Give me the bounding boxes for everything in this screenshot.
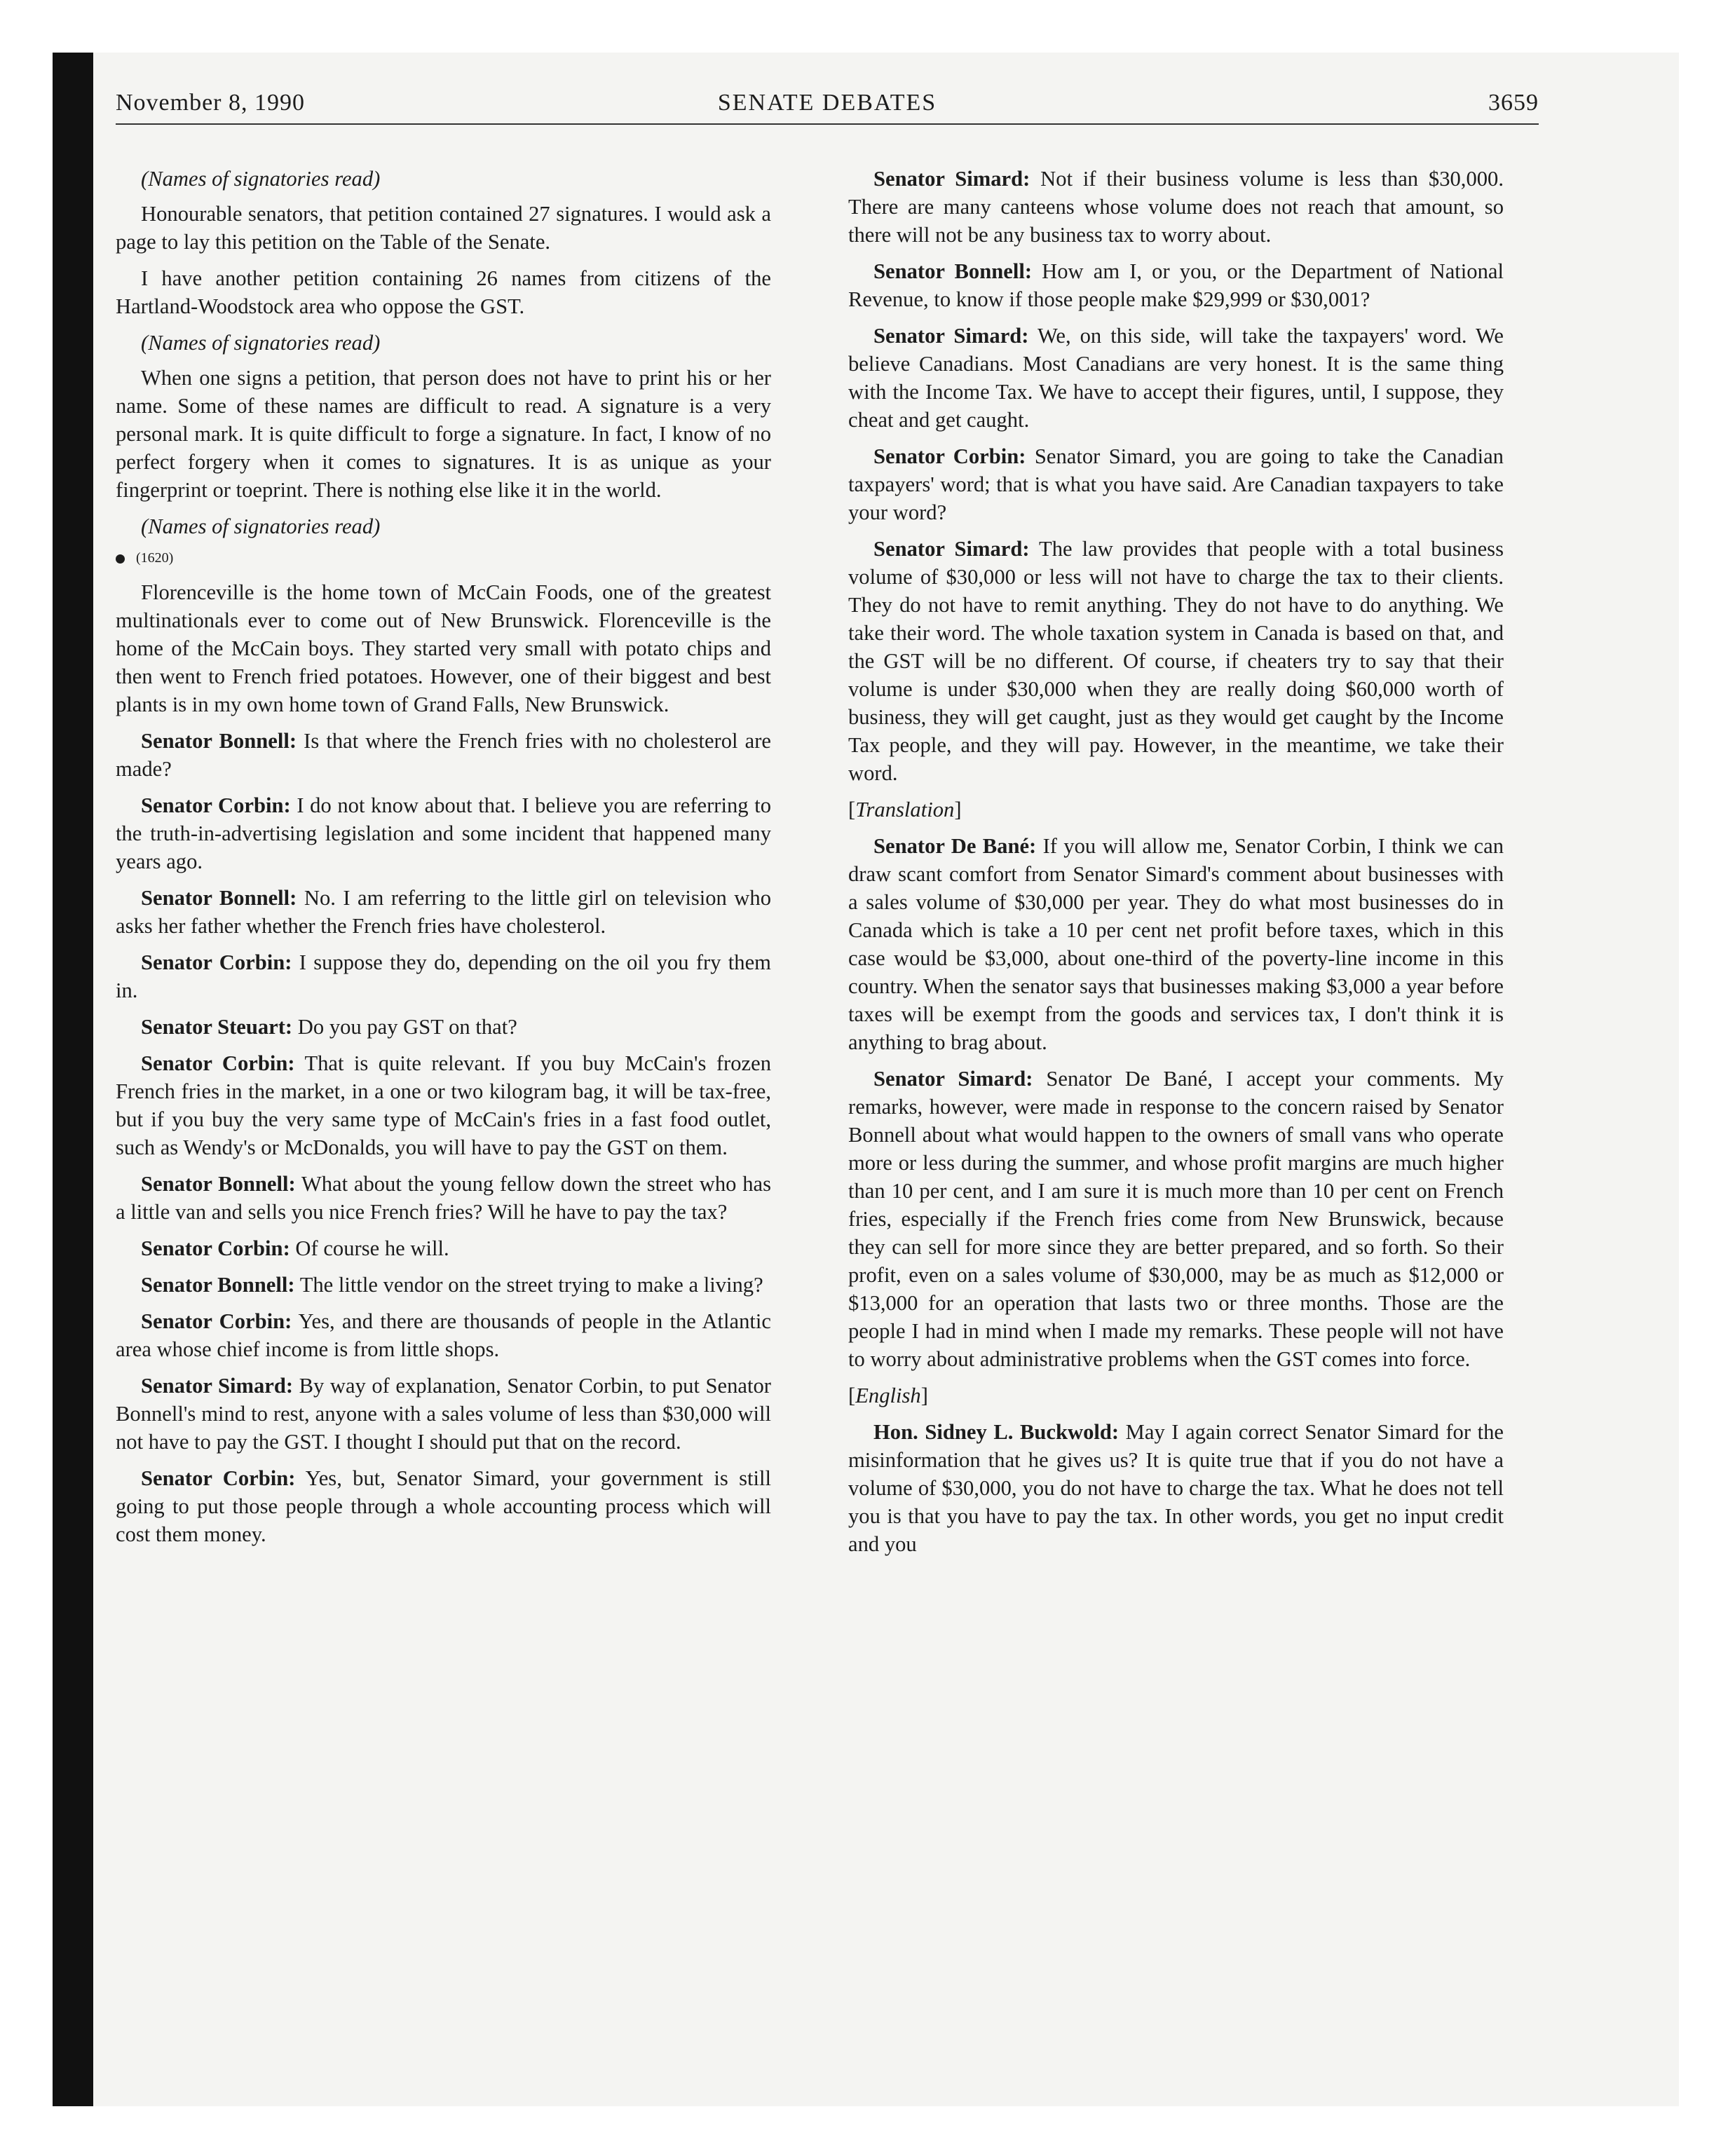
speaker-name: Senator Corbin: <box>141 1236 290 1260</box>
speech-paragraph <box>116 1013 771 1041</box>
paragraph-text: Do you pay GST on that? <box>297 1015 517 1039</box>
bracket-open: [ <box>848 1384 856 1407</box>
stage-direction: (Names of signatories read) <box>141 331 381 355</box>
speaker-name: Senator Corbin: <box>141 950 292 974</box>
bracket-open: [ <box>848 798 856 821</box>
speech-paragraph <box>116 948 771 1004</box>
speaker-name: Senator Corbin: <box>141 1309 292 1333</box>
speech-paragraph <box>116 1464 771 1548</box>
speaker-name: Senator Bonnell: <box>141 1172 296 1196</box>
speaker-name: Senator Simard: <box>873 537 1030 561</box>
paragraph-text: We, on this side, will take the taxpayers' word. We believe Canadians. Most Canadians are very honest. It is the same thing with the Income Tax. We have to accept their figures, until, I suppose, they cheat and get caught. <box>848 324 1504 432</box>
speaker-name: Senator Bonnell: <box>141 886 297 910</box>
paragraph-text: Yes, but, Senator Simard, your government is still going to put those people through a whole accounting process which will cost them money. <box>116 1466 771 1546</box>
paragraph <box>116 200 771 256</box>
header-date: November 8, 1990 <box>116 90 306 116</box>
header-title: SENATE DEBATES <box>717 90 937 116</box>
paragraph-text: Not if their business volume is less than $30,000. There are many canteens whose volume does not reach that amount, so there will not be any business tax to worry about. <box>848 167 1504 247</box>
paragraph-text: Senator De Bané, I accept your comments. My remarks, however, were made in response to the concern raised by Senator Bonnell about what would happen to the owners of small vans who operate more or less during the summer, and whose profit margins are much higher than 10 per cent, and I am sure it is much more than 10 per cent on French fries, especially if the French fries come from New Brunswick, because they can sell for more since they are better prepared, and so forth. So their profit, even on a sales volume of $30,000, may be as much as $12,000 or $13,000 for an operation that lasts two or three months. Those are the people I had in mind when I made my remarks. These people will not have to worry about administrative problems when the GST comes into force. <box>848 1067 1504 1371</box>
speech-paragraph <box>848 165 1504 249</box>
header-page-number: 3659 <box>1488 90 1539 116</box>
paragraph <box>116 264 771 320</box>
speech-paragraph <box>116 727 771 783</box>
paragraph-text: Senator Simard, you are going to take the Canadian taxpayers' word; that is what you have said. Are Canadian taxpayers to take your word? <box>848 444 1504 524</box>
language-note <box>848 1381 1504 1410</box>
paragraph-text: No. I am referring to the little girl on television who asks her father whether the French fries have cholesterol. <box>116 886 771 938</box>
speaker-name: Senator Bonnell: <box>141 1273 295 1297</box>
speaker-name: Senator Corbin: <box>141 1051 295 1075</box>
speaker-name: Senator Corbin: <box>873 444 1026 468</box>
bracket-close: ] <box>920 1384 928 1407</box>
paragraph-text: By way of explanation, Senator Corbin, to put Senator Bonnell's mind to rest, anyone with a sales volume of less than $30,000 will not have to pay the GST. I thought I should put that on the record. <box>116 1374 771 1454</box>
paragraph-text: What about the young fellow down the street who has a little van and sells you nice French fries? Will he have to pay the tax? <box>116 1172 771 1224</box>
paragraph-text: I do not know about that. I believe you are referring to the truth-in-advertising legislation and some incident that happened many years ago. <box>116 793 771 873</box>
speaker-name: Senator Simard: <box>873 324 1029 348</box>
paragraph-text: The law provides that people with a total business volume of $30,000 or less will not have to charge the tax to their clients. They do not have to remit anything. They do not have to do anything. We take their word. The whole taxation system in Canada is based on that, and the GST will be no different. Of course, if cheaters try to say that their volume is under $30,000 when they are really doing $60,000 worth of business, they will get caught, just as they would get caught by the Income Tax people, and they will pay. However, in the meantime, we take their word. <box>848 537 1504 785</box>
speech-paragraph <box>848 1418 1504 1558</box>
speech-paragraph <box>116 1049 771 1161</box>
time-marker <box>116 547 771 568</box>
speech-paragraph <box>116 1271 771 1299</box>
speaker-name: Senator De Bané: <box>873 834 1037 858</box>
binding-edge-shadow <box>53 53 93 2106</box>
speech-paragraph <box>848 257 1504 313</box>
speaker-name: Senator Simard: <box>141 1374 294 1398</box>
speech-paragraph <box>848 535 1504 787</box>
speaker-name: Senator Corbin: <box>141 793 291 817</box>
stage-direction: (Names of signatories read) <box>141 514 381 538</box>
speaker-name: Senator Bonnell: <box>141 729 297 753</box>
paragraph-text: Of course he will. <box>295 1236 449 1260</box>
bullet-icon <box>116 554 125 564</box>
paragraph-text: That is quite relevant. If you buy McCain's frozen French fries in the market, in a one or two kilogram bag, it will be tax-free, but if you buy the very same type of McCain's fries in a fast food outlet, such as Wendy's or McDonalds, you will have to pay the GST on them. <box>116 1051 771 1159</box>
paragraph-text: I suppose they do, depending on the oil you fry them in. <box>116 950 771 1002</box>
speech-paragraph <box>116 1372 771 1456</box>
speaker-name: Senator Bonnell: <box>873 259 1033 283</box>
bracket-close: ] <box>954 798 962 821</box>
speech-paragraph <box>116 1170 771 1226</box>
speech-paragraph <box>116 1307 771 1363</box>
paragraph-text: Florenceville is the home town of McCain Foods, one of the greatest multinationals ever to come out of New Brunswick. Florenceville is the home of the McCain boys. They started very small with potato chips and then went to French fried potatoes. However, one of their biggest and best plants is in my own home town of Grand Falls, New Brunswick. <box>116 580 771 716</box>
paragraph-text: When one signs a petition, that person does not have to print his or her name. Some of these names are difficult to read. A signature is a very personal mark. It is quite difficult to forge a signature. In fact, I know of no perfect forgery when it comes to signatures. It is as unique as your fingerprint or toeprint. There is nothing else like it in the world. <box>116 366 771 502</box>
paragraph-text: The little vendor on the street trying to make a living? <box>299 1273 763 1297</box>
speech-paragraph <box>116 791 771 875</box>
speaker-name: Senator Simard: <box>873 1067 1033 1091</box>
speaker-name: Senator Corbin: <box>141 1466 296 1490</box>
paragraph-text: Honourable senators, that petition contained 27 signatures. I would ask a page to lay this petition on the Table of the Senate. <box>116 202 771 254</box>
paragraph-text: Yes, and there are thousands of people in the Atlantic area whose chief income is from little shops. <box>116 1309 771 1361</box>
stage-direction: (Names of signatories read) <box>141 167 381 191</box>
speech-paragraph <box>848 1065 1504 1373</box>
right-column <box>848 165 1504 1567</box>
time-marker-text: (1620) <box>136 550 174 566</box>
speech-paragraph <box>116 1234 771 1262</box>
language-note <box>848 796 1504 824</box>
language-note-text: English <box>855 1384 921 1407</box>
running-head <box>116 90 1539 125</box>
speaker-name: Hon. Sidney L. Buckwold: <box>873 1420 1120 1444</box>
speaker-name: Senator Simard: <box>873 167 1030 191</box>
speech-paragraph <box>848 442 1504 526</box>
speaker-name: Senator Steuart: <box>141 1015 293 1039</box>
paragraph-text: Is that where the French fries with no cholesterol are made? <box>116 729 771 781</box>
paragraph-text: How am I, or you, or the Department of National Revenue, to know if those people make $29,999 or $30,001? <box>848 259 1504 311</box>
paragraph-text: I have another petition containing 26 names from citizens of the Hartland-Woodstock area who oppose the GST. <box>116 266 771 318</box>
paragraph <box>116 578 771 718</box>
left-column <box>116 165 771 1557</box>
paragraph-text: May I again correct Senator Simard for the misinformation that he gives us? It is quite true that if you do not have a volume of $30,000, you do not have to charge the tax. What he does not tell you is that you have to pay the tax. In other words, you get no input credit and you <box>848 1420 1504 1556</box>
language-note-text: Translation <box>855 798 955 821</box>
speech-paragraph <box>848 322 1504 434</box>
speech-paragraph <box>116 884 771 940</box>
speech-paragraph <box>848 832 1504 1056</box>
paragraph-text: If you will allow me, Senator Corbin, I think we can draw scant comfort from Senator Simard's comment about businesses with a sales volume of $30,000 per year. They do what most businesses do in Canada which is take a 10 per cent net profit before taxes, which in this case would be $3,000, about one-third of the poverty-line income in this country. When the senator says that businesses making $3,000 a year before taxes will be exempt from the goods and services tax, I don't think it is anything to brag about. <box>848 834 1504 1054</box>
paragraph <box>116 364 771 504</box>
